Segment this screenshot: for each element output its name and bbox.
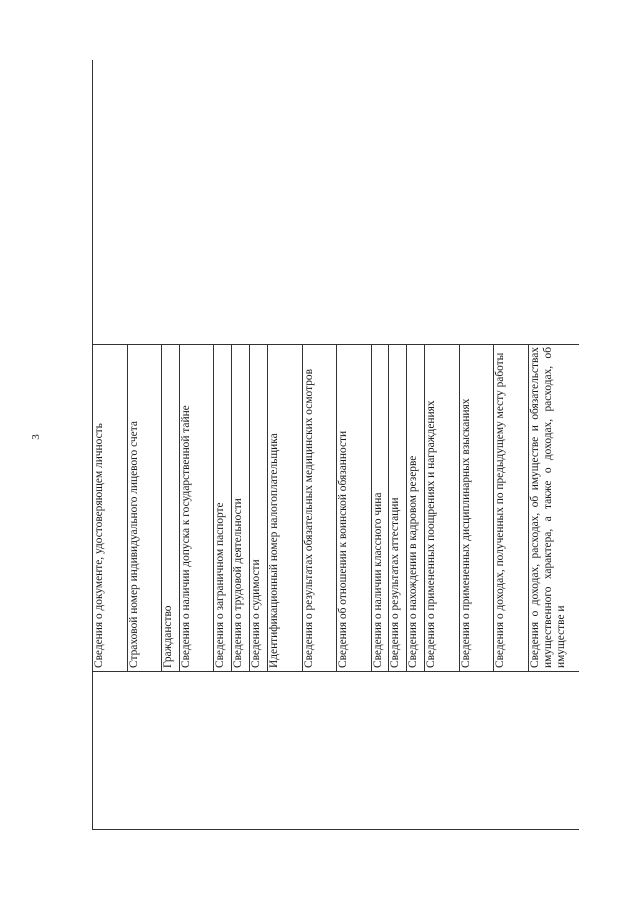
- row-label-cell: Идентификационный номер налогоплательщика: [267, 345, 302, 672]
- personal-data-table: [92, 60, 579, 830]
- row-label-cell: Сведения о документе, удостоверяющем личность: [93, 345, 128, 672]
- row-label-cell: Сведения о трудовой деятельности: [232, 345, 250, 672]
- row-label-cell: Сведения о примененных поощрениях и награждениях: [425, 345, 460, 672]
- row-label-cell: Сведения о доходах, полученных по предыдущему месту работы: [494, 345, 529, 672]
- left-empty-column: [93, 672, 580, 830]
- right-empty-column: [93, 60, 580, 345]
- table-row: [93, 60, 128, 830]
- row-label-cell: Сведения о доходах, расходах, об имуществе и обязательствах имущественного характера, а также о доходах, расходах, об имуществе и: [528, 345, 579, 672]
- rotated-table-container: [92, 60, 579, 830]
- row-label-cell: Сведения о заграничном паспорте: [214, 345, 232, 672]
- page-number: 3: [30, 434, 42, 440]
- row-label-cell: Страховой номер индивидуального лицевого счета: [127, 345, 162, 672]
- row-label-cell: Сведения о наличии классного чина: [371, 345, 389, 672]
- document-table-frame: [92, 60, 579, 830]
- row-label-cell: Сведения о результатах аттестации: [389, 345, 407, 672]
- row-label-cell: Сведения о наличии допуска к государственной тайне: [179, 345, 214, 672]
- row-label-cell: Сведения о судимости: [250, 345, 268, 672]
- row-label-cell: Сведения о результатах обязательных медицинских осмотров: [302, 345, 337, 672]
- row-label-cell: Сведения о нахождении в кадровом резерве: [407, 345, 425, 672]
- row-label-cell: Гражданство: [162, 345, 180, 672]
- row-label-cell: Сведения об отношении к воинской обязанности: [337, 345, 372, 672]
- row-label-cell: Сведения о примененных дисциплинарных взысканиях: [459, 345, 494, 672]
